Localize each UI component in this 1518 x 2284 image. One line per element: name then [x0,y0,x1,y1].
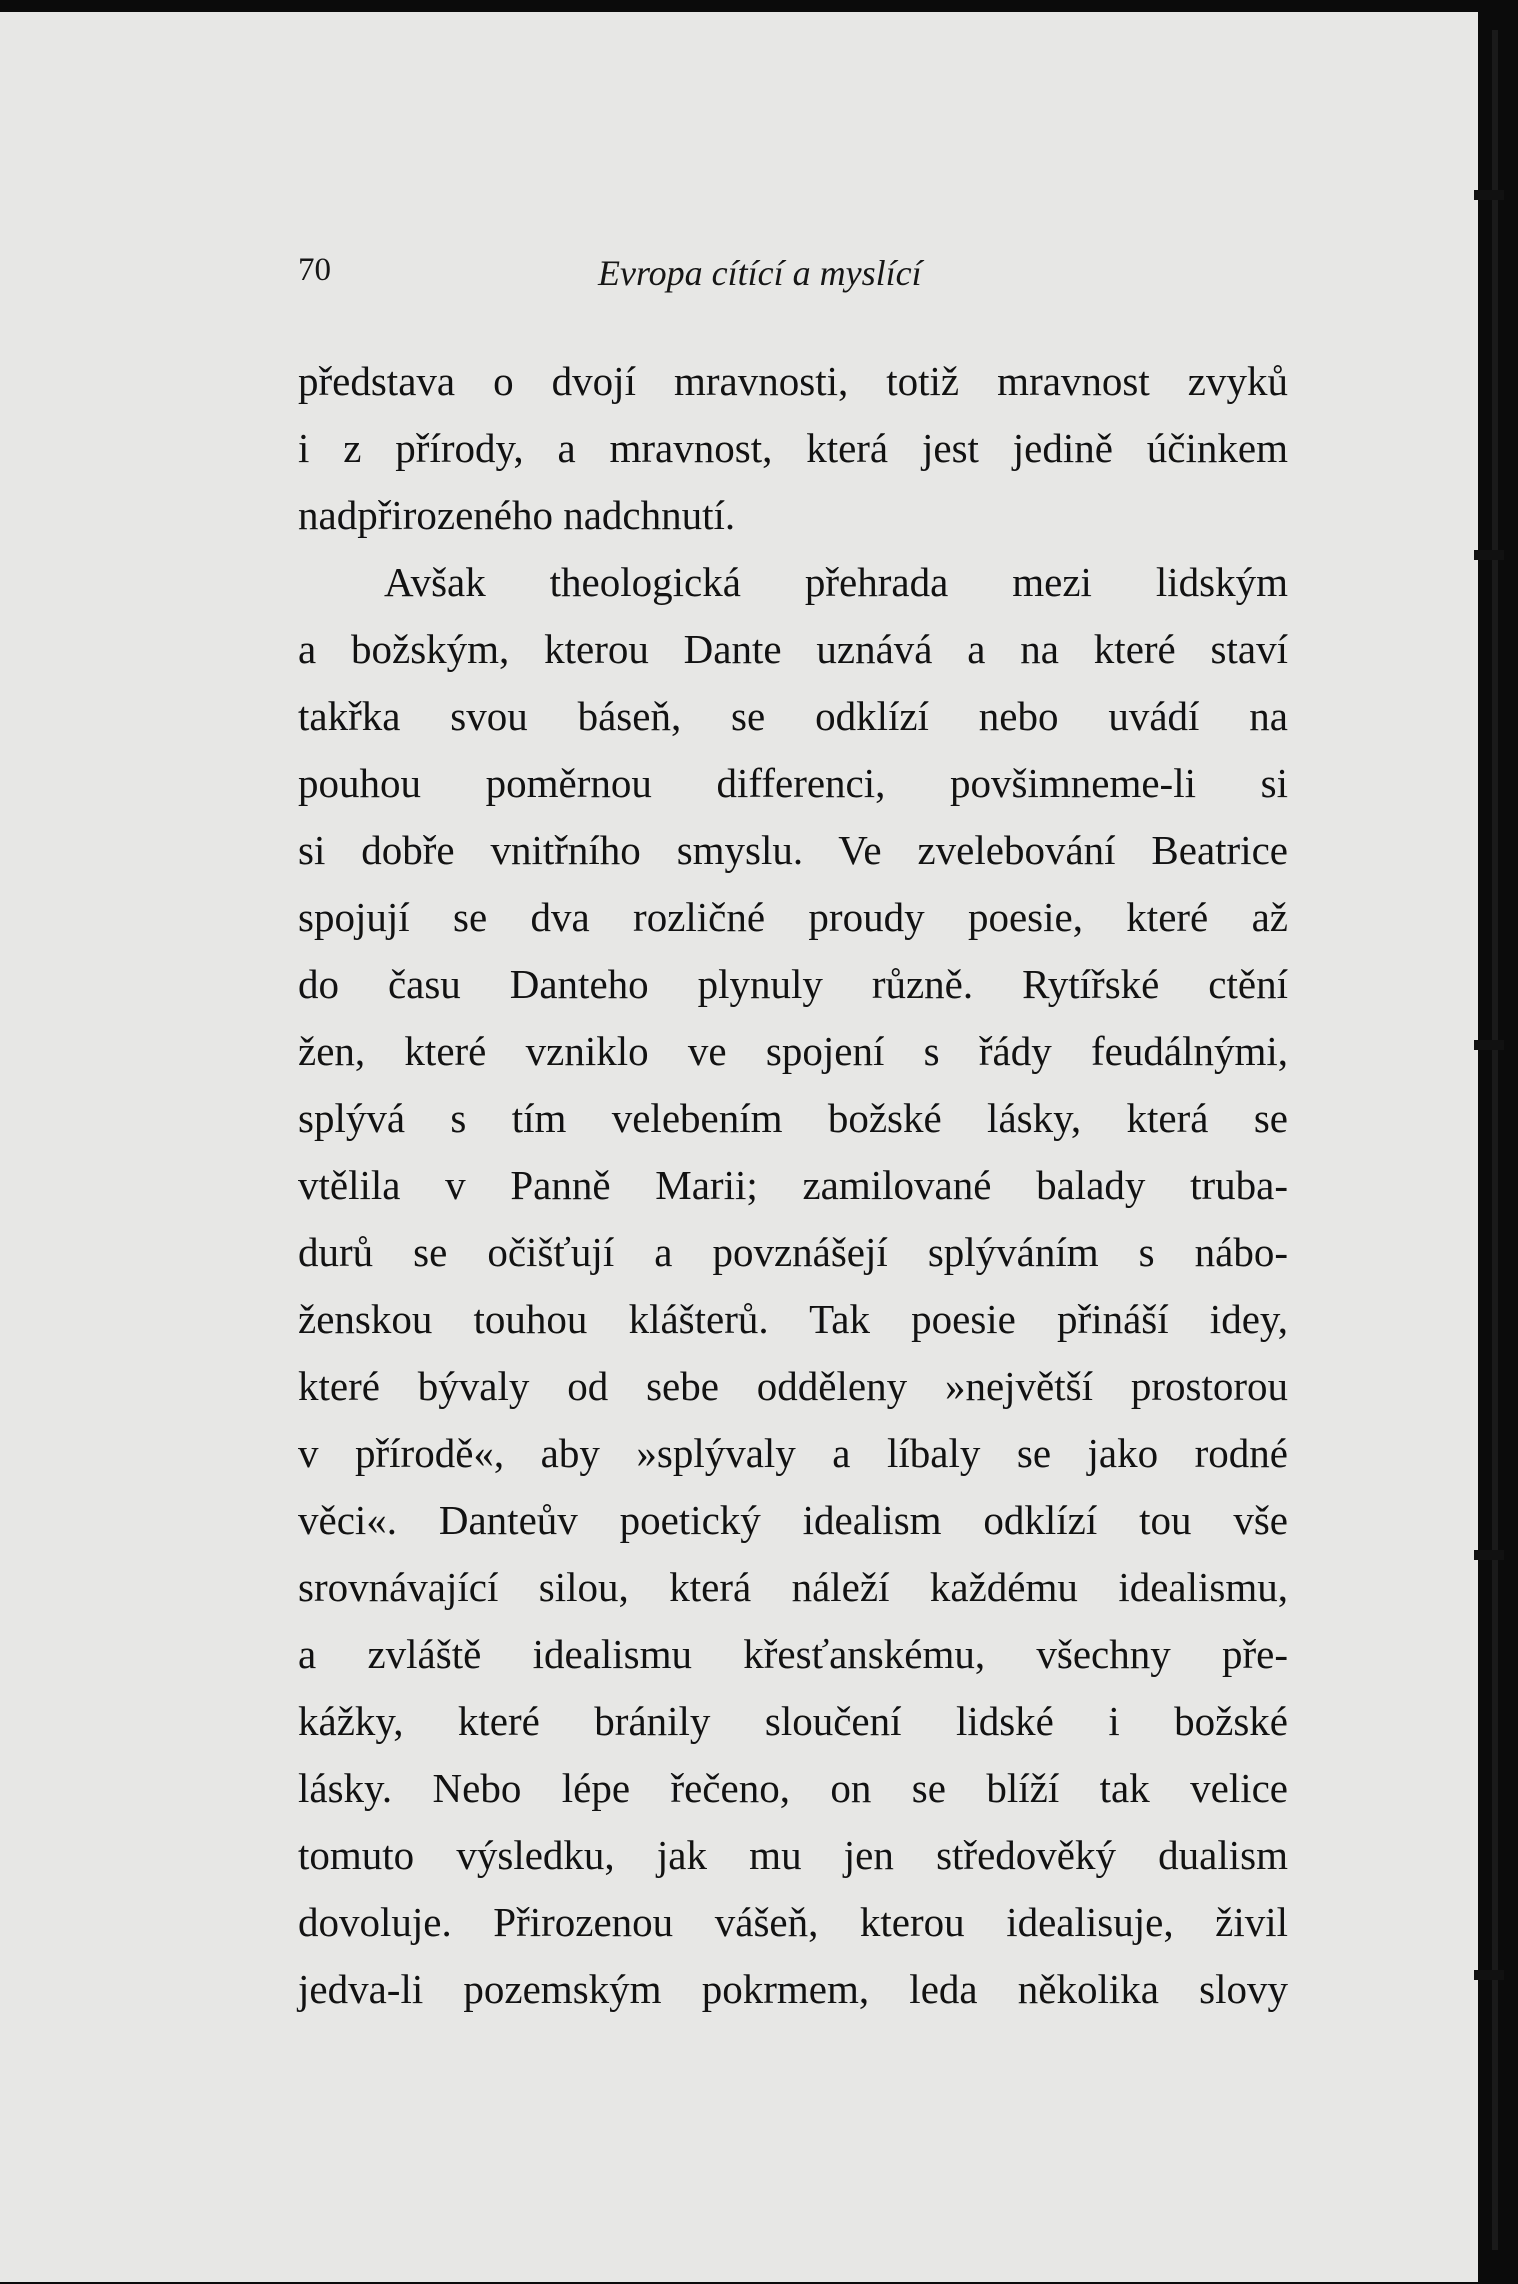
binding-edge [1492,30,1498,2250]
text-line: tomuto výsledku, jak mu jen středověký dualism [298,1832,1288,1878]
text-line: kážky, které bránily sloučení lidské i božské [298,1698,1288,1744]
text-line: si dobře vnitřního smyslu. Ve zvelebování Beatrice [298,827,1288,873]
page-header [298,252,1288,302]
text-line: pouhou poměrnou differenci, povšimneme-li si [298,760,1288,806]
text-line: srovnávající silou, která náleží každému idealismu, [298,1564,1288,1610]
binding-mark [1474,1040,1504,1050]
page-number: 70 [298,252,331,288]
text-line: durů se očišťují a povznášejí splýváním s nábo- [298,1229,1288,1275]
text-line: jedva-li pozemským pokrmem, leda několika slovy [298,1966,1288,2012]
text-line: i z přírody, a mravnost, která jest jedině účinkem [298,425,1288,471]
binding-mark [1474,550,1504,560]
binding-mark [1474,190,1504,200]
text-line: do času Danteho plynuly různě. Rytířské ctění [298,961,1288,1007]
text-line: splývá s tím velebením božské lásky, která se [298,1095,1288,1141]
text-line: které bývaly od sebe odděleny »největší prostorou [298,1363,1288,1409]
text-line: ženskou touhou klášterů. Tak poesie přináší idey, [298,1296,1288,1342]
running-title: Evropa cítící a myslící [598,253,922,293]
text-line: a zvláště idealismu křesťanskému, všechny pře- [298,1631,1288,1677]
text-line: a božským, kterou Dante uznává a na které staví [298,626,1288,672]
binding-mark [1474,1970,1504,1980]
paragraph-start-line: Avšak theologická přehrada mezi lidským [384,559,1288,605]
text-line: nadpřirozeného nadchnutí. [298,492,736,538]
binding-mark [1474,1550,1504,1560]
text-line: lásky. Nebo lépe řečeno, on se blíží tak velice [298,1765,1288,1811]
text-line: v přírodě«, aby »splývaly a líbaly se jako rodné [298,1430,1288,1476]
text-line: vtělila v Panně Marii; zamilované balady truba- [298,1162,1288,1208]
page-edge-shadow [1478,0,1518,2284]
text-line: takřka svou báseň, se odklízí nebo uvádí na [298,693,1288,739]
text-line: žen, které vzniklo ve spojení s řády feudálnými, [298,1028,1288,1074]
text-line: věci«. Danteův poetický idealism odklízí tou vše [298,1497,1288,1543]
text-line: dovoluje. Přirozenou vášeň, kterou idealisuje, živil [298,1899,1288,1945]
text-line: představa o dvojí mravnosti, totiž mravnost zvyků [298,358,1288,404]
body-text [298,348,1288,2023]
text-line: spojují se dva rozličné proudy poesie, které až [298,894,1288,940]
